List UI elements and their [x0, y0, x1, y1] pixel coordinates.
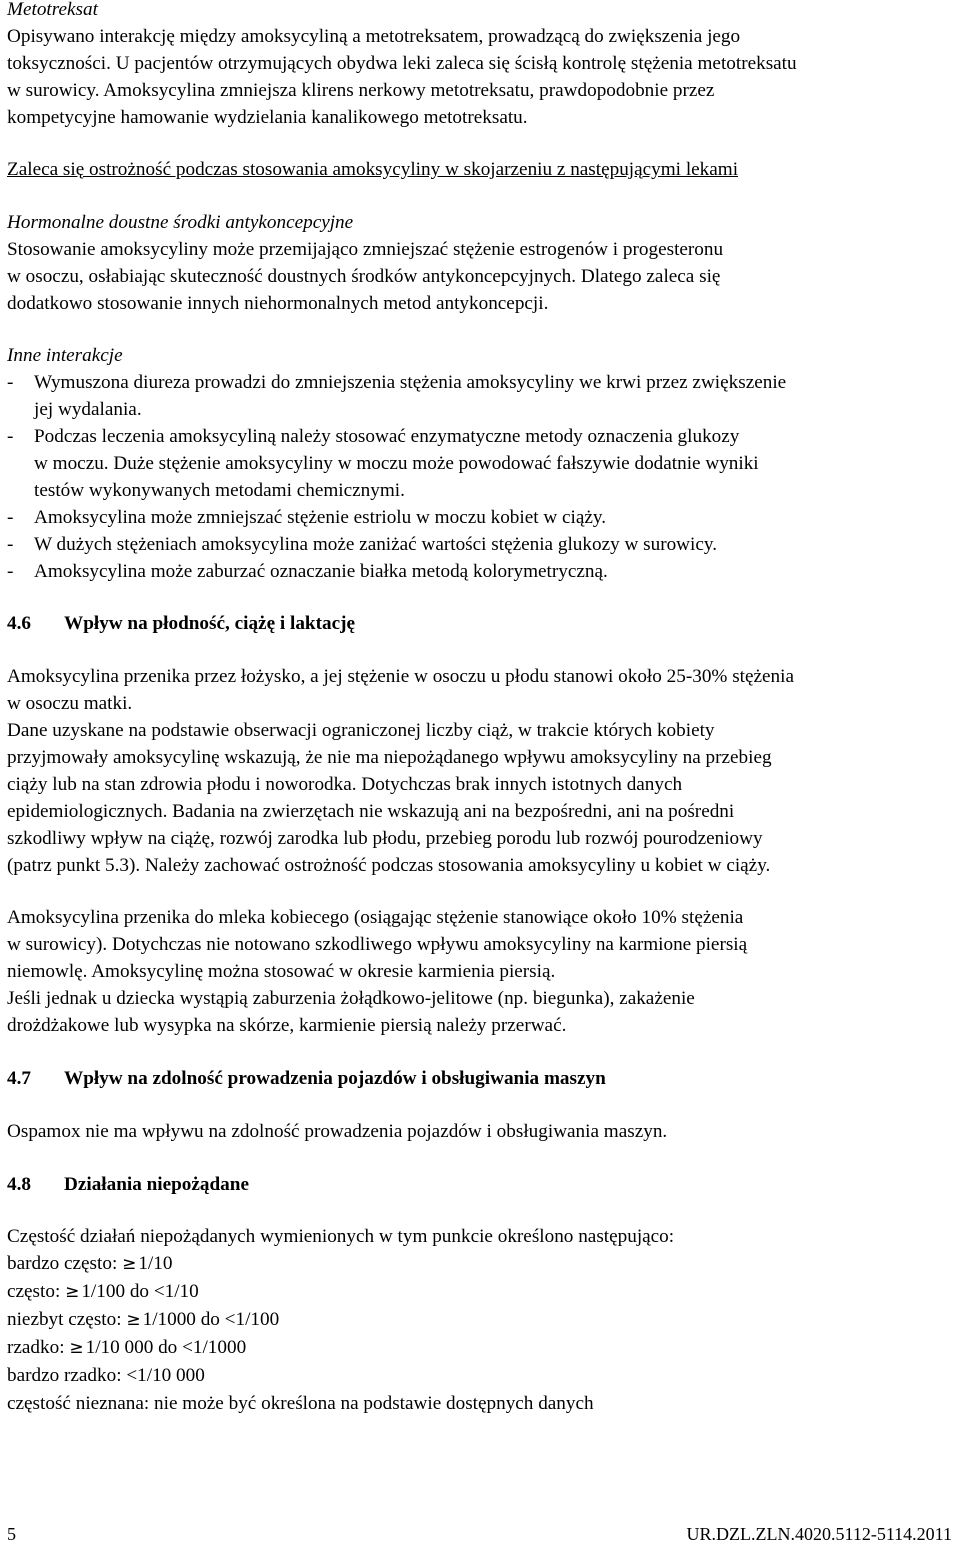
metotreksat-line: Opisywano interakcję między amoksycyliną a metotreksatem, prowadzącą do zwiększenia jego — [7, 26, 741, 47]
frequency-row — [7, 1279, 199, 1305]
frequency-label: częstość nieznana: nie może być określona na podstawie dostępnych danych — [7, 1393, 594, 1414]
paragraph-line: szkodliwy wpływ na ciążę, rozwój zarodka lub płodu, przebieg porodu lub rozwój pourodzeniowy — [7, 828, 763, 849]
greater-equal-symbol: ≥ — [65, 1282, 80, 1302]
list-bullet: - — [7, 561, 14, 582]
list-item-line: Wymuszona diureza prowadzi do zmniejszenia stężenia amoksycyliny we krwi przez zwiększenie — [34, 372, 787, 393]
paragraph-line: epidemiologicznych. Badania na zwierzętach nie wskazują ani na bezpośredni, ani na pośredni — [7, 801, 735, 822]
paragraph-line: Dane uzyskane na podstawie obserwacji ograniczonej liczby ciąż, w trakcie których kobiety — [7, 720, 715, 741]
caution-heading: Zaleca się ostrożność podczas stosowania amoksycyliny w skojarzeniu z następującymi lekami — [7, 159, 739, 180]
frequency-intro: Częstość działań niepożądanych wymienionych w tym punkcie określono następująco: — [7, 1226, 675, 1247]
list-bullet: - — [7, 372, 14, 393]
list-item-line: Amoksycylina może zaburzać oznaczanie białka metodą kolorymetryczną. — [34, 561, 608, 582]
frequency-row — [7, 1335, 246, 1361]
list-bullet: - — [7, 426, 14, 447]
list-item-line: w moczu. Duże stężenie amoksycyliny w moczu może powodować fałszywie dodatnie wyniki — [34, 453, 759, 474]
frequency-row — [7, 1363, 205, 1389]
section-number: 4.7 — [7, 1068, 31, 1089]
section-number: 4.8 — [7, 1174, 31, 1195]
list-item-line: W dużych stężeniach amoksycylina może zaniżać wartości stężenia glukozy w surowicy. — [34, 534, 718, 555]
frequency-row — [7, 1251, 172, 1277]
other-heading: Inne interakcje — [7, 345, 123, 366]
paragraph-line: Amoksycylina przenika do mleka kobiecego (osiągając stężenie stanowiące około 10% stężenia — [7, 907, 744, 928]
frequency-row — [7, 1307, 279, 1333]
greater-equal-symbol: ≥ — [122, 1254, 137, 1274]
frequency-value: 1/100 do <1/10 — [81, 1281, 199, 1302]
greater-equal-symbol: ≥ — [69, 1338, 84, 1358]
greater-equal-symbol: ≥ — [126, 1310, 141, 1330]
hormonal-heading: Hormonalne doustne środki antykoncepcyjne — [7, 212, 354, 233]
frequency-label: często: — [7, 1281, 66, 1302]
list-item-line: jej wydalania. — [34, 399, 142, 420]
frequency-row — [7, 1391, 594, 1417]
list-item-line: testów wykonywanych metodami chemicznymi. — [34, 480, 405, 501]
paragraph-line: w osoczu matki. — [7, 693, 133, 714]
list-item-line: Amoksycylina może zmniejszać stężenie estriolu w moczu kobiet w ciąży. — [34, 507, 607, 528]
paragraph-line: niemowlę. Amoksycylinę można stosować w okresie karmienia piersią. — [7, 961, 556, 982]
paragraph-line: przyjmowały amoksycylinę wskazują, że nie ma niepożądanego wpływu amoksycyliny na przebieg — [7, 747, 772, 768]
frequency-value: 1/10 000 do <1/1000 — [85, 1337, 247, 1358]
page-number: 5 — [7, 1524, 16, 1544]
paragraph-line: (patrz punkt 5.3). Należy zachować ostrożność podczas stosowania amoksycyliny u kobiet w ciąży. — [7, 855, 771, 876]
list-bullet: - — [7, 507, 14, 528]
metotreksat-line: w surowicy. Amoksycylina zmniejsza klirens nerkowy metotreksatu, prawdopodobnie przez — [7, 80, 715, 101]
paragraph-line: drożdżakowe lub wysypka na skórze, karmienie piersią należy przerwać. — [7, 1015, 567, 1036]
list-item-line: Podczas leczenia amoksycyliną należy stosować enzymatyczne metody oznaczenia glukozy — [34, 426, 740, 447]
section-title: Wpływ na zdolność prowadzenia pojazdów i obsługiwania maszyn — [64, 1068, 606, 1089]
paragraph-line: Jeśli jednak u dziecka wystąpią zaburzenia żołądkowo-jelitowe (np. biegunka), zakażenie — [7, 988, 695, 1009]
list-bullet: - — [7, 534, 14, 555]
hormonal-line: Stosowanie amoksycyliny może przemijająco zmniejszać stężenie estrogenów i progesteronu — [7, 239, 724, 260]
hormonal-line: dodatkowo stosowanie innych niehormonalnych metod antykoncepcji. — [7, 293, 549, 314]
paragraph-line: w surowicy). Dotychczas nie notowano szkodliwego wpływu amoksycyliny na karmione piersią — [7, 934, 748, 955]
hormonal-line: w osoczu, osłabiając skuteczność doustnych środków antykoncepcyjnych. Dlatego zaleca się — [7, 266, 721, 287]
paragraph-line: Amoksycylina przenika przez łożysko, a jej stężenie w osoczu u płodu stanowi około 25-30% stężenia — [7, 666, 794, 687]
frequency-label: rzadko: — [7, 1337, 70, 1358]
frequency-value: 1/1000 do <1/100 — [142, 1309, 280, 1330]
section-title: Działania niepożądane — [64, 1174, 249, 1195]
frequency-label: niezbyt często: — [7, 1309, 127, 1330]
frequency-label: bardzo często: — [7, 1253, 123, 1274]
frequency-value: 1/10 — [138, 1253, 173, 1274]
metotreksat-line: kompetycyjne hamowanie wydzielania kanalikowego metotreksatu. — [7, 107, 528, 128]
paragraph-line: ciąży lub na stan zdrowia płodu i noworodka. Dotychczas brak innych istotnych danych — [7, 774, 683, 795]
paragraph-line: Ospamox nie ma wpływu na zdolność prowadzenia pojazdów i obsługiwania maszyn. — [7, 1121, 668, 1142]
document-code: UR.DZL.ZLN.4020.5112-5114.2011 — [686, 1524, 952, 1544]
section-number: 4.6 — [7, 613, 31, 634]
metotreksat-heading: Metotreksat — [7, 0, 98, 20]
metotreksat-line: toksyczności. U pacjentów otrzymujących obydwa leki zaleca się ścisłą kontrolę stężenia metotreksatu — [7, 53, 797, 74]
section-title: Wpływ na płodność, ciążę i laktację — [64, 613, 356, 634]
frequency-label: bardzo rzadko: <1/10 000 — [7, 1365, 205, 1386]
